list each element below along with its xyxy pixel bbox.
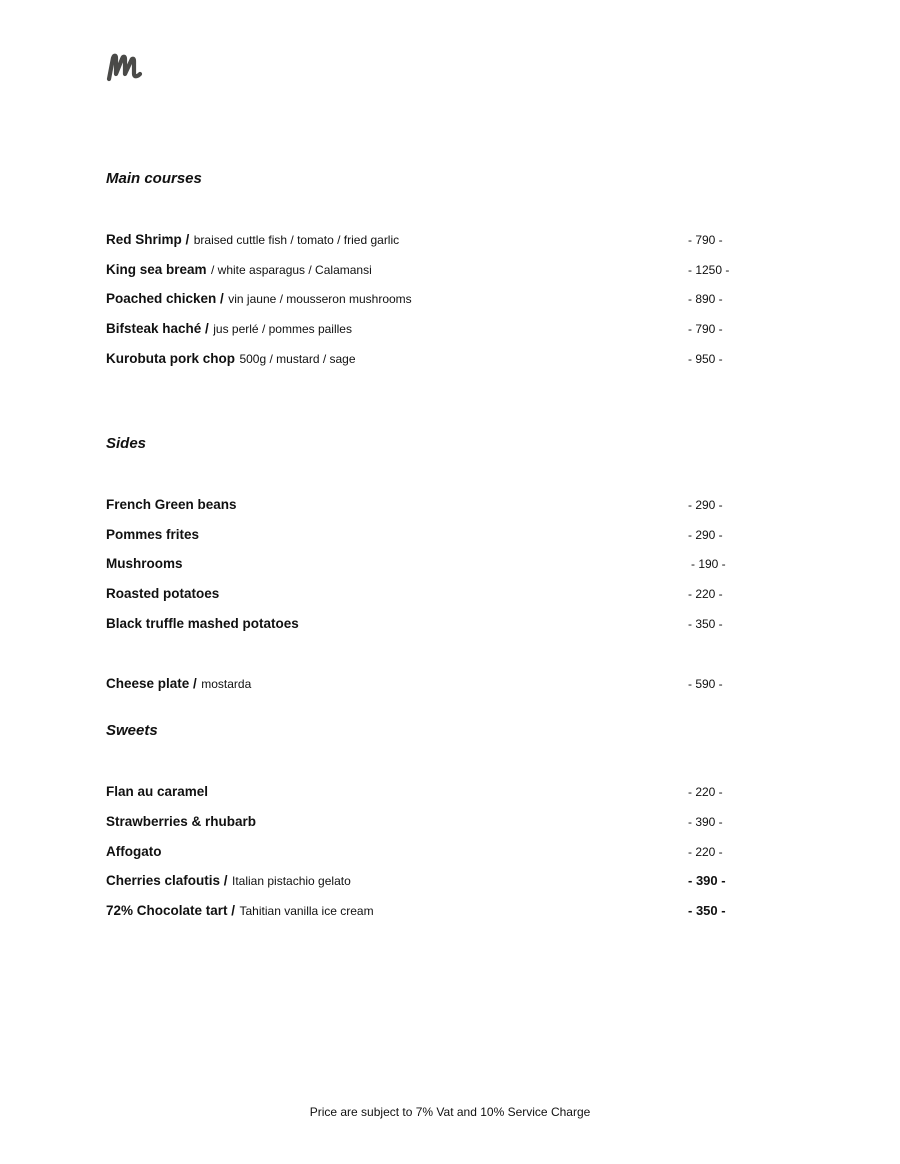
menu-item: [106, 290, 746, 308]
item-name: Affogato: [106, 844, 162, 859]
item-name: Cherries clafoutis /: [106, 873, 228, 888]
menu-item: [106, 843, 746, 861]
menu-item: [106, 261, 746, 279]
item-name: Kurobuta pork chop: [106, 351, 235, 366]
item-price: - 1250 -: [688, 263, 730, 277]
item-description: braised cuttle fish / tomato / fried garlic: [193, 233, 400, 247]
item-name: Red Shrimp /: [106, 232, 190, 247]
item-price: - 220 -: [688, 785, 723, 799]
menu-item: [106, 555, 746, 573]
section-title-sweets: Sweets: [106, 722, 158, 739]
item-name: Black truffle mashed potatoes: [106, 616, 299, 631]
item-name: Strawberries & rhubarb: [106, 814, 257, 829]
item-price: - 790 -: [688, 233, 723, 247]
item-name: Bifsteak haché /: [106, 321, 209, 336]
section-title-main-courses: Main courses: [106, 170, 202, 187]
menu-item: [106, 350, 746, 368]
item-price: - 950 -: [688, 352, 723, 366]
item-name: Cheese plate /: [106, 676, 197, 691]
item-price: - 290 -: [688, 498, 723, 512]
item-price: - 220 -: [688, 587, 723, 601]
menu-item: [106, 231, 746, 249]
item-name: Flan au caramel: [106, 784, 209, 799]
item-description: jus perlé / pommes pailles: [213, 322, 352, 336]
item-name: King sea bream: [106, 262, 207, 277]
item-name: Mushrooms: [106, 556, 183, 571]
item-price: - 790 -: [688, 322, 723, 336]
item-name: French Green beans: [106, 497, 237, 512]
item-name: 72% Chocolate tart /: [106, 903, 236, 918]
menu-item: [106, 872, 746, 890]
item-name: Roasted potatoes: [106, 586, 220, 601]
item-name: Poached chicken /: [106, 291, 224, 306]
item-description: Tahitian vanilla ice cream: [239, 904, 374, 918]
footer-note: Price are subject to 7% Vat and 10% Service Charge: [309, 1105, 591, 1119]
item-description: vin jaune / mousseron mushrooms: [228, 292, 412, 306]
item-price: - 290 -: [688, 528, 723, 542]
menu-item: [106, 585, 746, 603]
item-name: Pommes frites: [106, 527, 200, 542]
item-price: - 390 -: [688, 873, 726, 888]
section-title-sides: Sides: [106, 435, 147, 452]
item-description: / white asparagus / Calamansi: [211, 263, 372, 277]
menu-item: [106, 615, 746, 633]
item-price: - 590 -: [688, 677, 723, 691]
item-price: - 890 -: [688, 292, 723, 306]
item-price: - 190 -: [691, 557, 726, 571]
menu-item: [106, 496, 746, 514]
item-description: Italian pistachio gelato: [232, 874, 351, 888]
script-m-logo-icon: [106, 52, 146, 82]
menu-item: [106, 783, 746, 801]
item-description: 500g / mustard / sage: [239, 352, 356, 366]
item-price: - 350 -: [688, 617, 723, 631]
item-price: - 220 -: [688, 845, 723, 859]
menu-item: [106, 813, 746, 831]
item-price: - 390 -: [688, 815, 723, 829]
item-price: - 350 -: [688, 903, 726, 918]
menu-item: [106, 902, 746, 920]
menu-item-cheese-plate: [106, 675, 746, 693]
menu-item: [106, 320, 746, 338]
item-description: mostarda: [201, 677, 252, 691]
menu-item: [106, 526, 746, 544]
